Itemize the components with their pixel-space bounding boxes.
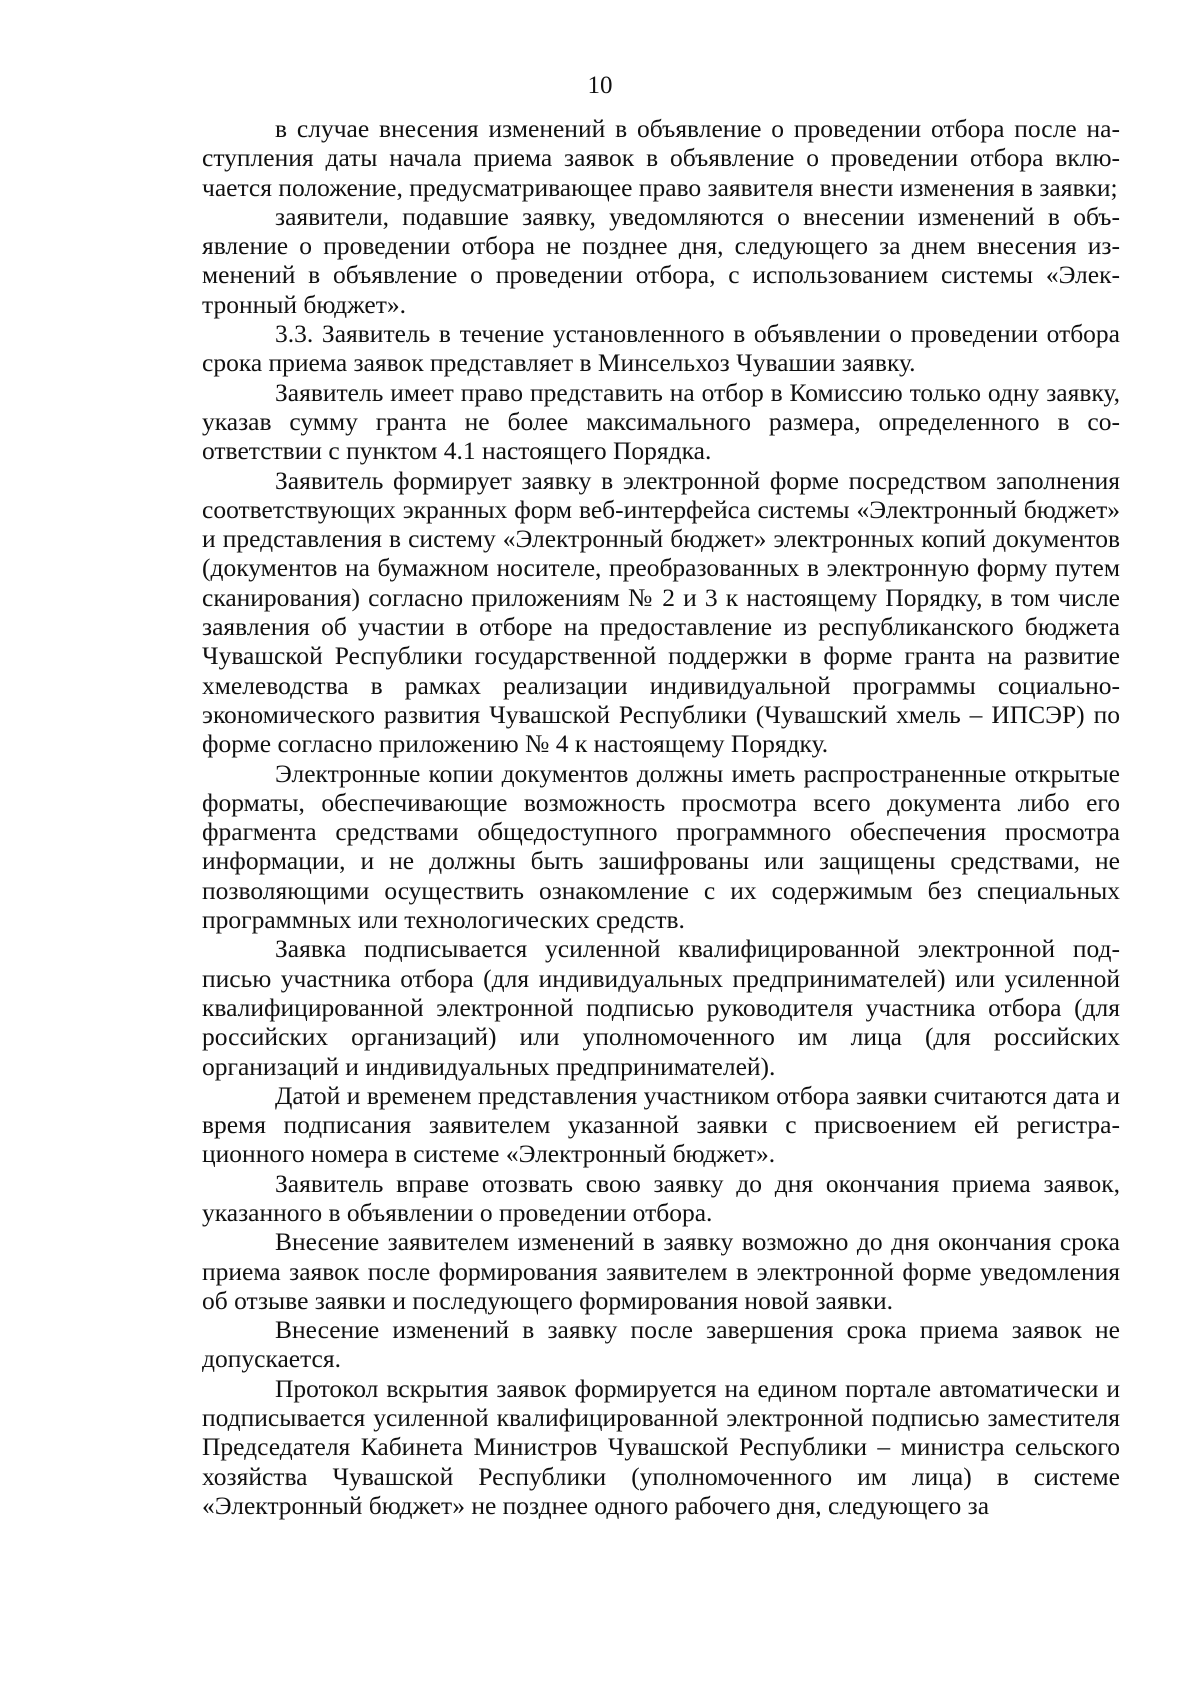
paragraph: Электронные копии документов должны иметь распространенные открытые форматы, обеспечивающие возможность просмотра всего документа либо его фрагмента средствами общедоступного программного обеспечения просмотра информации, и не должны быть зашифрованы или защищены средствами, не позволяющими осуществить ознакомление с их содержимым без специальных программных или технологических средств. bbox=[202, 758, 1120, 935]
page-number: 10 bbox=[587, 72, 613, 99]
paragraph: Датой и временем представления участником отбора заявки считаются дата и время подписания заявителем указанной заявки с присвоением ей регистрационного номера в системе «Электронный бюджет». bbox=[202, 1080, 1120, 1169]
document-body bbox=[202, 114, 1120, 1520]
paragraph: Внесение изменений в заявку после завершения срока приема заявок не допускается. bbox=[202, 1315, 1120, 1374]
paragraph: Заявитель вправе отозвать свою заявку до дня окончания приема заявок, указанного в объявлении о проведении отбора. bbox=[202, 1168, 1120, 1227]
paragraph: Заявитель формирует заявку в электронной форме посредством заполнения соответствующих экранных форм веб-интерфейса системы «Электронный бюджет» и представления в систему «Электронный бюджет» электронных копий документов (документов на бумажном носителе, преобразованных в электронную форму путем сканирования) согласно приложениям № 2 и 3 к настоящему Порядку, в том числе заявления об участии в отборе на предоставление из республиканского бюджета Чувашской Республики государственной поддержки в форме гранта на развитие хмелеводства в рамках реализации индивидуальной программы социально-экономического развития Чувашской Республики (Чувашский хмель – ИПСЭР) по форме согласно приложению № 4 к настоящему Порядку. bbox=[202, 465, 1120, 759]
paragraph: в случае внесения изменений в объявление о проведении отбора после наступления даты начала приема заявок в объявление о проведении отбора включается положение, предусматривающее право заявителя внести изменения в заявки; bbox=[202, 114, 1120, 202]
paragraph: Заявитель имеет право представить на отбор в Комиссию только одну заявку, указав сумму гранта не более максимального размера, определенного в соответствии с пунктом 4.1 настоящего Порядка. bbox=[202, 377, 1120, 466]
paragraph: заявители, подавшие заявку, уведомляются о внесении изменений в объявление о проведении отбора не позднее дня, следующего за днем внесения изменений в объявление о проведении отбора, с использованием системы «Электронный бюджет». bbox=[202, 201, 1120, 319]
paragraph: 3.3. Заявитель в течение установленного в объявлении о проведении отбора срока приема заявок представляет в Минсельхоз Чувашии заявку. bbox=[202, 319, 1120, 378]
paragraph: Внесение заявителем изменений в заявку возможно до дня окончания срока приема заявок после формирования заявителем в электронной форме уведомления об отзыве заявки и последующего формирования новой заявки. bbox=[202, 1227, 1120, 1315]
paragraph: Протокол вскрытия заявок формируется на едином портале автоматически и подписывается усиленной квалифицированной электронной подписью заместителя Председателя Кабинета Министров Чувашской Республики – министра сельского хозяйства Чувашской Республики (уполномоченного им лица) в системе «Электронный бюджет» не позднее одного рабочего дня, следующего за bbox=[202, 1373, 1120, 1520]
paragraph: Заявка подписывается усиленной квалифицированной электронной подписью участника отбора (для индивидуальных предпринимателей) или усиленной квалифицированной электронной подписью руководителя участника отбора (для российских организаций) или уполномоченного им лица (для российских организаций и индивидуальных предпринимателей). bbox=[202, 934, 1120, 1081]
